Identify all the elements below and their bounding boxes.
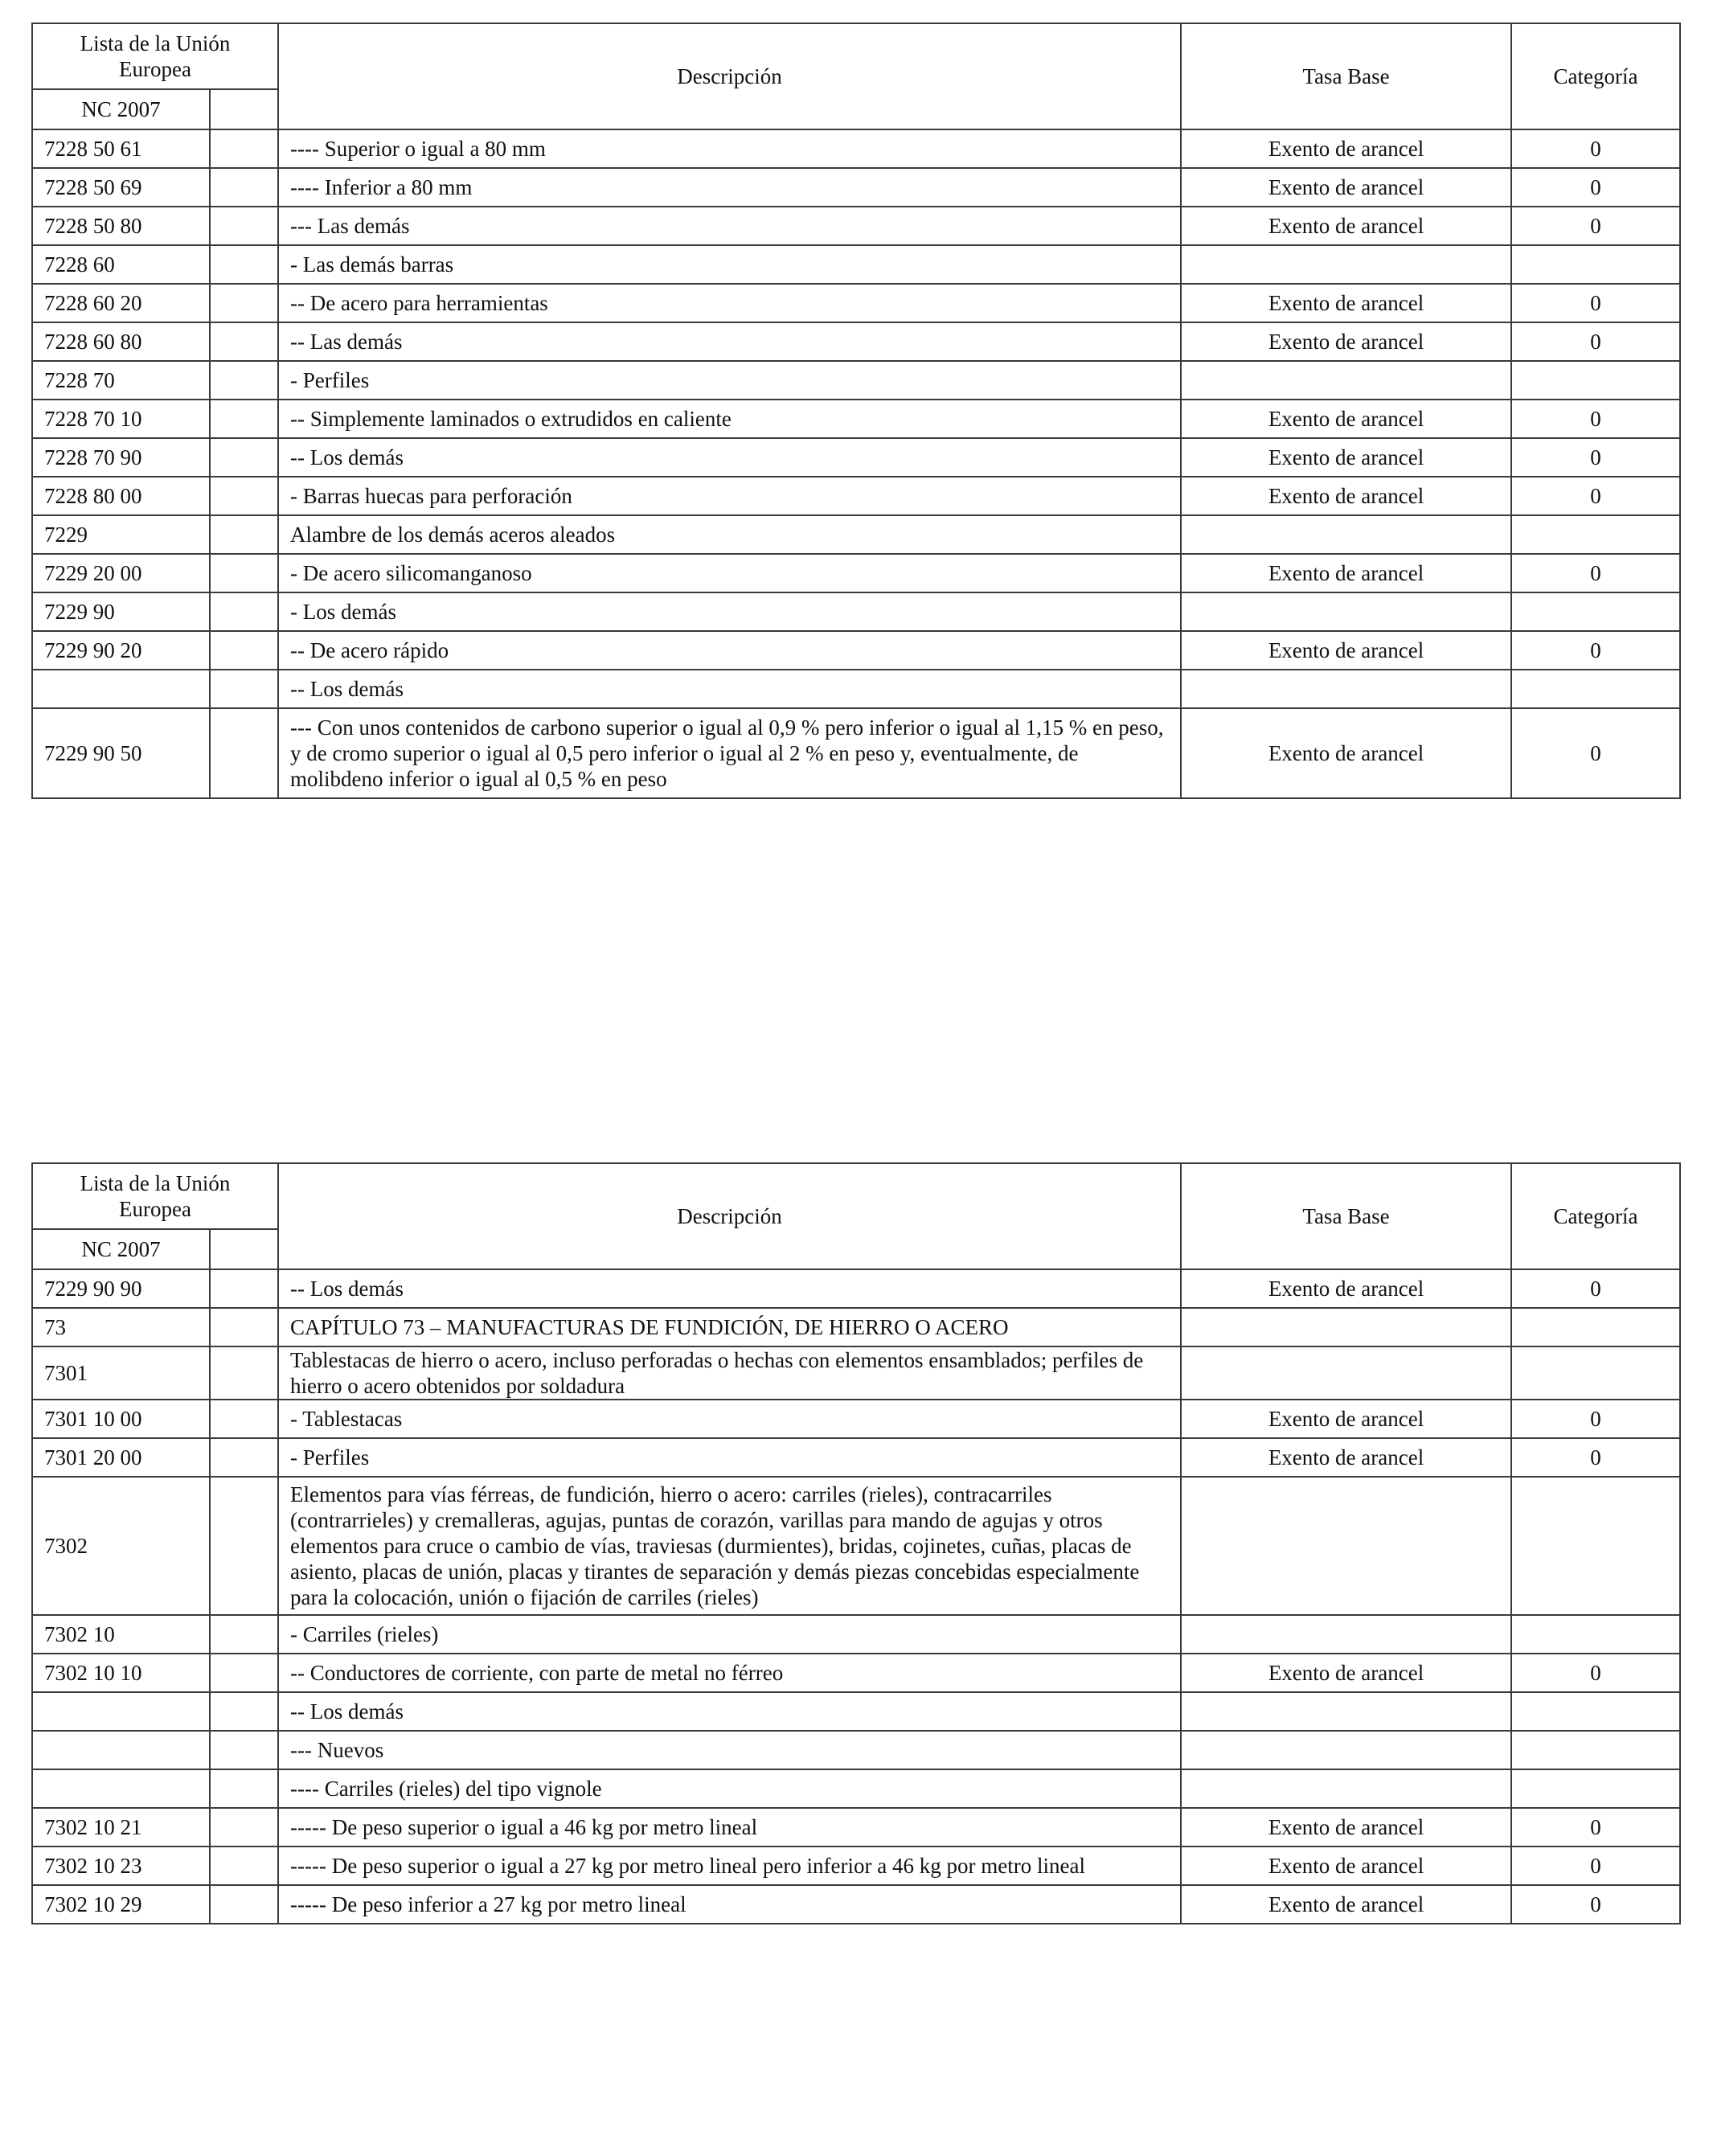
base-rate-header: Tasa Base — [1181, 23, 1511, 129]
rate-cell: Exento de arancel — [1181, 1400, 1511, 1438]
code-cell: 7301 20 00 — [32, 1438, 210, 1477]
tariff-table-2 — [31, 1162, 1681, 1924]
category-cell: 0 — [1511, 1885, 1680, 1924]
description-cell: -- Conductores de corriente, con parte de metal no férreo — [278, 1654, 1181, 1692]
code-cell: 7302 — [32, 1477, 210, 1615]
table-row — [32, 438, 1680, 477]
description-cell: ----- De peso inferior a 27 kg por metro lineal — [278, 1885, 1181, 1924]
empty-cell — [210, 670, 278, 708]
table-row — [32, 670, 1680, 708]
code-cell: 7302 10 10 — [32, 1654, 210, 1692]
description-cell: -- De acero rápido — [278, 631, 1181, 670]
table-row — [32, 554, 1680, 592]
table-row — [32, 592, 1680, 631]
empty-cell — [210, 168, 278, 207]
code-cell: 7302 10 29 — [32, 1885, 210, 1924]
description-cell: - Perfiles — [278, 1438, 1181, 1477]
category-cell: 0 — [1511, 1654, 1680, 1692]
description-cell: CAPÍTULO 73 – MANUFACTURAS DE FUNDICIÓN, DE HIERRO O ACERO — [278, 1308, 1181, 1346]
rate-cell: Exento de arancel — [1181, 1438, 1511, 1477]
category-cell — [1511, 1769, 1680, 1808]
table-row — [32, 1731, 1680, 1769]
empty-header-cell — [210, 1229, 278, 1269]
table-row — [32, 1615, 1680, 1654]
category-cell — [1511, 1477, 1680, 1615]
category-cell — [1511, 1346, 1680, 1400]
table-row — [32, 631, 1680, 670]
category-cell: 0 — [1511, 207, 1680, 245]
description-cell: -- Los demás — [278, 1269, 1181, 1308]
table-header-row — [32, 1163, 1680, 1229]
empty-cell — [210, 1847, 278, 1885]
category-cell — [1511, 670, 1680, 708]
rate-cell — [1181, 1346, 1511, 1400]
rate-cell: Exento de arancel — [1181, 1847, 1511, 1885]
code-cell: 73 — [32, 1308, 210, 1346]
table-row — [32, 1400, 1680, 1438]
code-cell: 7229 90 — [32, 592, 210, 631]
table-row — [32, 1308, 1680, 1346]
empty-cell — [210, 708, 278, 798]
description-cell: --- Con unos contenidos de carbono superior o igual al 0,9 % pero inferior o igual al 1,15 % en peso, y de cromo superior o igual al 0,5 pero inferior o igual al 2 % en peso y, eventualmente, de molibdeno inferior o igual al 0,5 % en peso — [278, 708, 1181, 798]
table-row — [32, 1692, 1680, 1731]
table-row — [32, 1769, 1680, 1808]
rate-cell: Exento de arancel — [1181, 708, 1511, 798]
code-cell: 7228 70 10 — [32, 400, 210, 438]
rate-cell: Exento de arancel — [1181, 631, 1511, 670]
category-cell — [1511, 1731, 1680, 1769]
code-cell: 7228 60 20 — [32, 284, 210, 322]
eu-list-header: Lista de la Unión Europea — [32, 1163, 278, 1229]
code-cell — [32, 1692, 210, 1731]
rate-cell — [1181, 1731, 1511, 1769]
empty-cell — [210, 1269, 278, 1308]
category-cell: 0 — [1511, 322, 1680, 361]
empty-cell — [210, 1308, 278, 1346]
empty-cell — [210, 1808, 278, 1847]
code-cell: 7229 20 00 — [32, 554, 210, 592]
category-cell: 0 — [1511, 1808, 1680, 1847]
table-row — [32, 1477, 1680, 1615]
rate-cell: Exento de arancel — [1181, 477, 1511, 515]
rate-cell: Exento de arancel — [1181, 322, 1511, 361]
code-cell: 7228 70 90 — [32, 438, 210, 477]
description-cell: --- Nuevos — [278, 1731, 1181, 1769]
table-row — [32, 1438, 1680, 1477]
rate-cell: Exento de arancel — [1181, 1808, 1511, 1847]
table-header-row — [32, 23, 1680, 89]
rate-cell: Exento de arancel — [1181, 438, 1511, 477]
category-cell — [1511, 361, 1680, 400]
code-cell: 7302 10 23 — [32, 1847, 210, 1885]
description-cell: -- De acero para herramientas — [278, 284, 1181, 322]
base-rate-header: Tasa Base — [1181, 1163, 1511, 1269]
description-cell: -- Los demás — [278, 1692, 1181, 1731]
table-row — [32, 1847, 1680, 1885]
description-cell: ---- Carriles (rieles) del tipo vignole — [278, 1769, 1181, 1808]
category-cell: 0 — [1511, 708, 1680, 798]
code-cell: 7229 90 50 — [32, 708, 210, 798]
rate-cell — [1181, 1692, 1511, 1731]
category-cell — [1511, 592, 1680, 631]
category-cell: 0 — [1511, 400, 1680, 438]
empty-cell — [210, 631, 278, 670]
table-row — [32, 1654, 1680, 1692]
category-cell: 0 — [1511, 1269, 1680, 1308]
description-cell: - Perfiles — [278, 361, 1181, 400]
description-cell: ---- Superior o igual a 80 mm — [278, 129, 1181, 168]
category-cell: 0 — [1511, 1438, 1680, 1477]
rate-cell: Exento de arancel — [1181, 1885, 1511, 1924]
empty-cell — [210, 592, 278, 631]
description-header: Descripción — [278, 1163, 1181, 1269]
code-cell: 7228 70 — [32, 361, 210, 400]
category-cell — [1511, 1308, 1680, 1346]
rate-cell: Exento de arancel — [1181, 207, 1511, 245]
description-cell: --- Las demás — [278, 207, 1181, 245]
description-cell: ---- Inferior a 80 mm — [278, 168, 1181, 207]
code-cell: 7301 10 00 — [32, 1400, 210, 1438]
code-cell: 7302 10 21 — [32, 1808, 210, 1847]
tariff-table-1 — [31, 23, 1681, 799]
table-row — [32, 515, 1680, 554]
category-cell: 0 — [1511, 129, 1680, 168]
rate-cell: Exento de arancel — [1181, 168, 1511, 207]
table-row — [32, 400, 1680, 438]
table-row — [32, 361, 1680, 400]
empty-cell — [210, 284, 278, 322]
code-cell — [32, 1769, 210, 1808]
description-cell: - De acero silicomanganoso — [278, 554, 1181, 592]
rate-cell — [1181, 670, 1511, 708]
rate-cell — [1181, 1769, 1511, 1808]
table-row — [32, 168, 1680, 207]
nc-2007-header: NC 2007 — [32, 89, 210, 129]
description-cell: - Barras huecas para perforación — [278, 477, 1181, 515]
category-header: Categoría — [1511, 23, 1680, 129]
empty-cell — [210, 245, 278, 284]
category-cell: 0 — [1511, 438, 1680, 477]
rate-cell: Exento de arancel — [1181, 284, 1511, 322]
code-cell: 7228 60 — [32, 245, 210, 284]
rate-cell: Exento de arancel — [1181, 400, 1511, 438]
description-cell: ----- De peso superior o igual a 27 kg por metro lineal pero inferior a 46 kg por metro lineal — [278, 1847, 1181, 1885]
rate-cell — [1181, 1615, 1511, 1654]
code-cell: 7228 60 80 — [32, 322, 210, 361]
category-cell — [1511, 1692, 1680, 1731]
table-row — [32, 1346, 1680, 1400]
description-cell: -- Las demás — [278, 322, 1181, 361]
category-cell — [1511, 1615, 1680, 1654]
empty-cell — [210, 1346, 278, 1400]
category-cell: 0 — [1511, 1847, 1680, 1885]
category-cell — [1511, 515, 1680, 554]
nc-2007-header: NC 2007 — [32, 1229, 210, 1269]
category-cell: 0 — [1511, 554, 1680, 592]
description-cell: Elementos para vías férreas, de fundición, hierro o acero: carriles (rieles), contracarriles (contrarrieles) y cremalleras, agujas, puntas de corazón, varillas para mando de agujas y otros elementos para cruce o cambio de vías, traviesas (durmientes), bridas, cojinetes, cuñas, placas de asiento, placas de unión, placas y tirantes de separación y demás piezas concebidas especialmente para la colocación, unión o fijación de carriles (rieles) — [278, 1477, 1181, 1615]
code-cell: 7302 10 — [32, 1615, 210, 1654]
category-cell: 0 — [1511, 631, 1680, 670]
empty-cell — [210, 400, 278, 438]
code-cell: 7228 50 69 — [32, 168, 210, 207]
table-row — [32, 322, 1680, 361]
description-cell: -- Simplemente laminados o extrudidos en caliente — [278, 400, 1181, 438]
empty-cell — [210, 1400, 278, 1438]
table-row — [32, 207, 1680, 245]
code-cell — [32, 670, 210, 708]
empty-cell — [210, 438, 278, 477]
empty-cell — [210, 361, 278, 400]
empty-cell — [210, 1885, 278, 1924]
description-cell: Alambre de los demás aceros aleados — [278, 515, 1181, 554]
rate-cell: Exento de arancel — [1181, 129, 1511, 168]
table-row — [32, 1808, 1680, 1847]
empty-cell — [210, 515, 278, 554]
rate-cell — [1181, 361, 1511, 400]
table-row — [32, 284, 1680, 322]
description-cell: - Tablestacas — [278, 1400, 1181, 1438]
code-cell: 7228 80 00 — [32, 477, 210, 515]
table-row — [32, 708, 1680, 798]
description-cell: - Las demás barras — [278, 245, 1181, 284]
category-cell: 0 — [1511, 168, 1680, 207]
description-cell: -- Los demás — [278, 438, 1181, 477]
code-cell: 7228 50 61 — [32, 129, 210, 168]
empty-cell — [210, 129, 278, 168]
table-row — [32, 1885, 1680, 1924]
empty-cell — [210, 1477, 278, 1615]
description-header: Descripción — [278, 23, 1181, 129]
rate-cell — [1181, 515, 1511, 554]
category-cell: 0 — [1511, 1400, 1680, 1438]
description-cell: -- Los demás — [278, 670, 1181, 708]
description-cell: Tablestacas de hierro o acero, incluso perforadas o hechas con elementos ensamblados; perfiles de hierro o acero obtenidos por soldadura — [278, 1346, 1181, 1400]
category-cell — [1511, 245, 1680, 284]
code-cell: 7229 90 90 — [32, 1269, 210, 1308]
code-cell: 7301 — [32, 1346, 210, 1400]
description-cell: - Los demás — [278, 592, 1181, 631]
table-row — [32, 129, 1680, 168]
empty-header-cell — [210, 89, 278, 129]
rate-cell: Exento de arancel — [1181, 1654, 1511, 1692]
category-cell: 0 — [1511, 477, 1680, 515]
eu-list-header: Lista de la Unión Europea — [32, 23, 278, 89]
empty-cell — [210, 477, 278, 515]
empty-cell — [210, 1769, 278, 1808]
rate-cell: Exento de arancel — [1181, 1269, 1511, 1308]
code-cell: 7229 — [32, 515, 210, 554]
empty-cell — [210, 1438, 278, 1477]
rate-cell — [1181, 592, 1511, 631]
table-row — [32, 477, 1680, 515]
empty-cell — [210, 554, 278, 592]
description-cell: - Carriles (rieles) — [278, 1615, 1181, 1654]
rate-cell — [1181, 1477, 1511, 1615]
empty-cell — [210, 322, 278, 361]
table-row — [32, 245, 1680, 284]
empty-cell — [210, 1731, 278, 1769]
empty-cell — [210, 1654, 278, 1692]
description-cell: ----- De peso superior o igual a 46 kg por metro lineal — [278, 1808, 1181, 1847]
empty-cell — [210, 207, 278, 245]
rate-cell — [1181, 1308, 1511, 1346]
rate-cell — [1181, 245, 1511, 284]
empty-cell — [210, 1615, 278, 1654]
code-cell — [32, 1731, 210, 1769]
category-header: Categoría — [1511, 1163, 1680, 1269]
category-cell: 0 — [1511, 284, 1680, 322]
table-row — [32, 1269, 1680, 1308]
code-cell: 7228 50 80 — [32, 207, 210, 245]
code-cell: 7229 90 20 — [32, 631, 210, 670]
empty-cell — [210, 1692, 278, 1731]
rate-cell: Exento de arancel — [1181, 554, 1511, 592]
